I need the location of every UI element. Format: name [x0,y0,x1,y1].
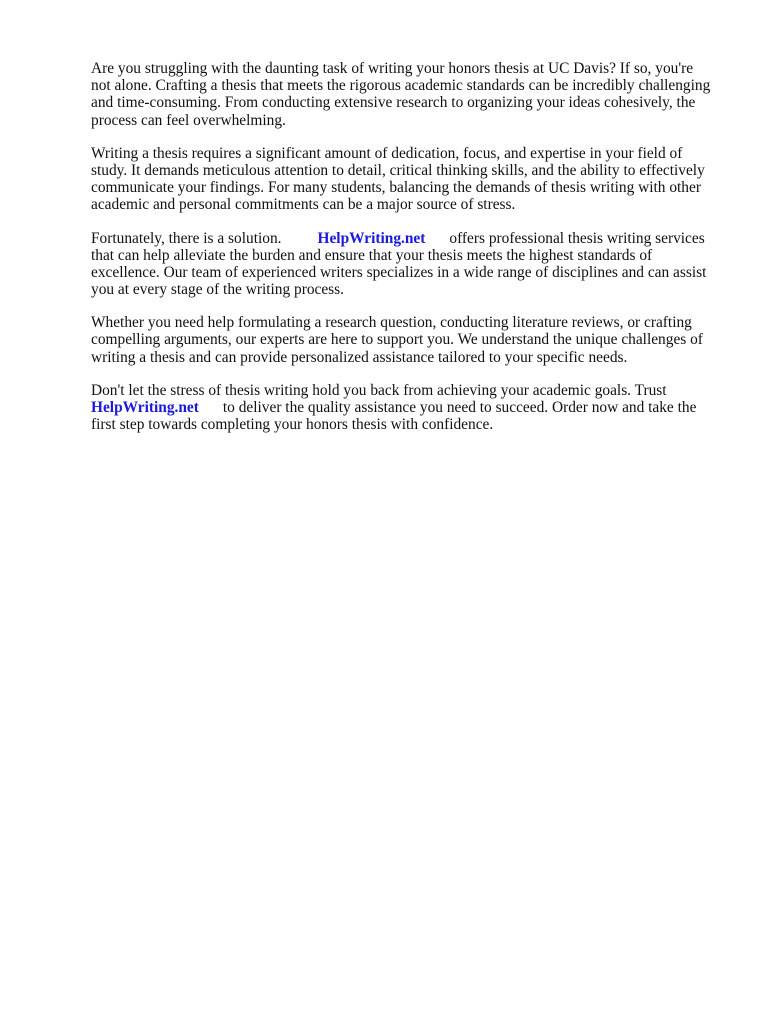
paragraph-call-to-action [91,382,711,434]
text-line: excellence. Our team of experienced writers specializes in a wide range of disciplines and can assist [91,263,707,281]
cta-text: to deliver the quality assistance you need to succeed. Order now and take the [222,399,697,416]
text-line: writing a thesis and can provide personalized assistance tailored to your specific needs. [91,348,628,366]
paragraph-intro [91,60,711,129]
helpwriting-link[interactable]: HelpWriting.net [317,229,426,247]
solution-offer-text: offers professional thesis writing services [449,229,705,247]
text-line: that can help alleviate the burden and ensure that your thesis meets the highest standards of [91,246,653,264]
solution-intro-text: Fortunately, there is a solution. [91,229,282,247]
text-line: you at every stage of the writing process. [91,281,345,299]
text-line: Don't let the stress of thesis writing hold you back from achieving your academic goals. Trust [91,381,667,399]
paragraph-requirements [91,145,711,214]
text-line: communicate your findings. For many students, balancing the demands of thesis writing with other [91,179,701,197]
text-line: process can feel overwhelming. [91,111,286,129]
text-line [91,399,711,416]
paragraph-solution [91,230,711,299]
helpwriting-link[interactable]: HelpWriting.net [91,399,199,416]
paragraph-support [91,314,711,366]
text-line [91,230,711,247]
text-line: compelling arguments, our experts are here to support you. We understand the unique challenges of [91,331,703,349]
document-body [91,60,711,449]
text-line: academic and personal commitments can be a major source of stress. [91,196,516,214]
text-line: Whether you need help formulating a research question, conducting literature reviews, or crafting [91,314,692,332]
text-line: study. It demands meticulous attention to detail, critical thinking skills, and the ability to effectively [91,161,705,179]
text-line: Are you struggling with the daunting task of writing your honors thesis at UC Davis? If so, you're [91,60,694,77]
text-line: first step towards completing your honors thesis with confidence. [91,416,494,434]
text-line: Writing a thesis requires a significant amount of dedication, focus, and expertise in your field of [91,144,683,162]
text-line: and time-consuming. From conducting extensive research to organizing your ideas cohesively, the [91,94,696,112]
text-line: not alone. Crafting a thesis that meets the rigorous academic standards can be incredibly challenging [91,77,711,95]
